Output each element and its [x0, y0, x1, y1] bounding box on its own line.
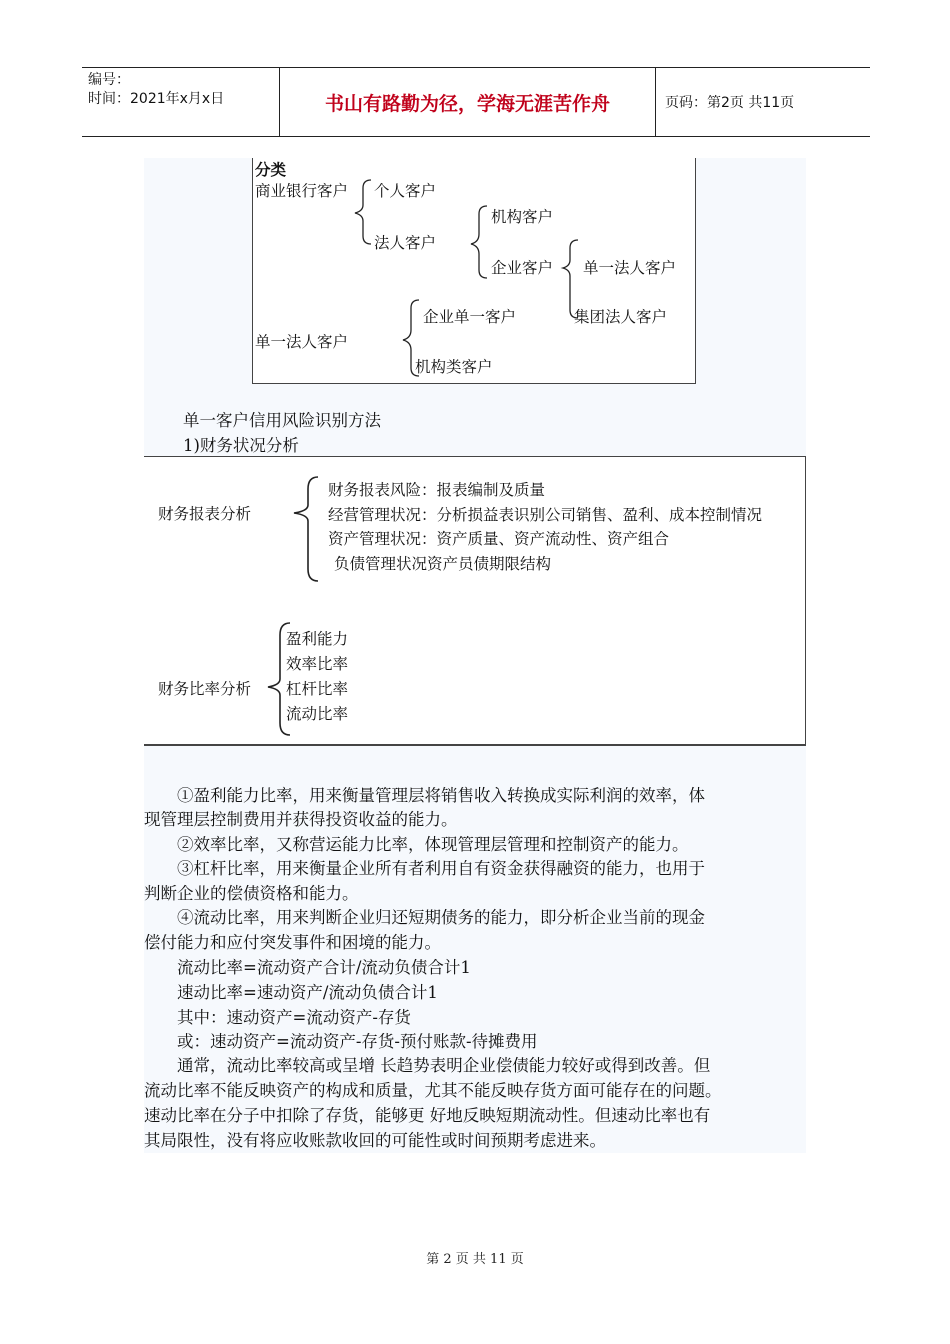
body-line-3: ②效率比率，又称营运能力比率，体现管理层管理和控制资产的能力。 — [144, 835, 689, 854]
intro-financial-analysis: 1)财务状况分析 — [183, 436, 299, 455]
body-line-1: ①盈利能力比率，用来衡量管理层将销售收入转换成实际利润的效率，体 — [144, 786, 705, 805]
number-label: 编号： — [88, 72, 130, 88]
brace-statement-analysis — [294, 477, 318, 581]
legal-person-clients: 法人客户 — [374, 234, 437, 252]
statement-analysis-label: 财务报表分析 — [158, 505, 252, 523]
statement-item-2: 经营管理状况：分析损益表识别公司销售、盈利、成本控制情况 — [328, 506, 763, 524]
body-line-12: 通常，流动比率较高或呈增 长趋势表明企业偿债能力较好或得到改善。但 — [144, 1056, 711, 1075]
ratio-item-leverage: 杠杆比率 — [286, 680, 349, 698]
brace-legal-person — [471, 206, 487, 278]
body-line-2: 现管理层控制费用并获得投资收益的能力。 — [144, 810, 458, 829]
intro-method-title: 单一客户信用风险识别方法 — [183, 411, 381, 430]
body-line-6: ④流动比率，用来判断企业归还短期债务的能力，即分析企业当前的现金 — [144, 908, 705, 927]
intro-line-2 — [144, 434, 299, 459]
body-line-15: 其局限性，没有将应收账款收回的可能性或时间预期考虑进来。 — [144, 1131, 606, 1150]
statement-item-1: 财务报表风险：报表编制及质量 — [328, 481, 546, 499]
single-legal-person-client-left: 单一法人客户 — [255, 333, 349, 351]
client-classification-figure — [252, 158, 696, 384]
single-legal-person-client: 单一法人客户 — [583, 259, 677, 277]
statement-item-4: 负债管理状况资产员债期限结构 — [334, 555, 552, 573]
body-line-5: 判断企业的偿债资格和能力。 — [144, 884, 359, 903]
ratio-item-profitability: 盈利能力 — [286, 630, 349, 648]
date-label: 时间：2021年x月x日 — [88, 91, 225, 107]
header-meta — [82, 68, 280, 136]
brace-enterprise — [563, 240, 578, 318]
body-line-4: ③杠杆比率，用来衡量企业所有者利用自有资金获得融资的能力，也用于 — [144, 859, 705, 878]
intro-line-1 — [144, 409, 381, 434]
commercial-bank-clients: 商业银行客户 — [255, 182, 349, 200]
body-line-13: 流动比率不能反映资产的构成和质量，尤其不能反映存货方面可能存在的问题。 — [144, 1081, 722, 1100]
financial-braces — [144, 457, 805, 744]
body-line-7: 偿付能力和应付突发事件和困境的能力。 — [144, 933, 441, 952]
body-line-11: 或：速动资产=流动资产-存货-预付账款-待摊费用 — [144, 1032, 538, 1051]
header-page-info: 页码：第2页 共11页 — [665, 95, 795, 111]
individual-clients: 个人客户 — [374, 182, 437, 200]
brace-ratio-analysis — [268, 623, 290, 735]
enterprise-clients: 企业客户 — [491, 259, 554, 277]
body-line-14: 速动比率在分子中扣除了存货，能够更 好地反映短期流动性。但速动比率也有 — [144, 1106, 711, 1125]
brace-commercial-bank — [355, 180, 371, 244]
classification-braces — [253, 158, 695, 383]
figure1-title: 分类 — [255, 161, 287, 179]
ratio-item-liquidity: 流动比率 — [286, 705, 349, 723]
page-footer: 第 2 页 共 11 页 — [426, 1252, 524, 1267]
body-line-10: 其中：速动资产=流动资产-存货 — [144, 1008, 411, 1027]
body-line-8: 流动比率=流动资产合计/流动负债合计1 — [144, 958, 471, 977]
ratio-analysis-label: 财务比率分析 — [158, 680, 252, 698]
page-header — [82, 67, 870, 137]
financial-analysis-figure — [144, 456, 806, 746]
institution-type-clients: 机构类客户 — [415, 358, 493, 376]
institution-clients: 机构客户 — [491, 208, 554, 226]
ratio-item-efficiency: 效率比率 — [286, 655, 349, 673]
body-line-9: 速动比率=速动资产/流动负债合计1 — [144, 983, 438, 1002]
brace-single-legal-person — [403, 300, 419, 376]
header-motto: 书山有路勤为径，学海无涯苦作舟 — [280, 68, 656, 136]
group-legal-person-client: 集团法人客户 — [574, 308, 668, 326]
enterprise-single-client: 企业单一客户 — [423, 308, 517, 326]
statement-item-3: 资产管理状况：资产质量、资产流动性、资产组合 — [328, 530, 670, 548]
